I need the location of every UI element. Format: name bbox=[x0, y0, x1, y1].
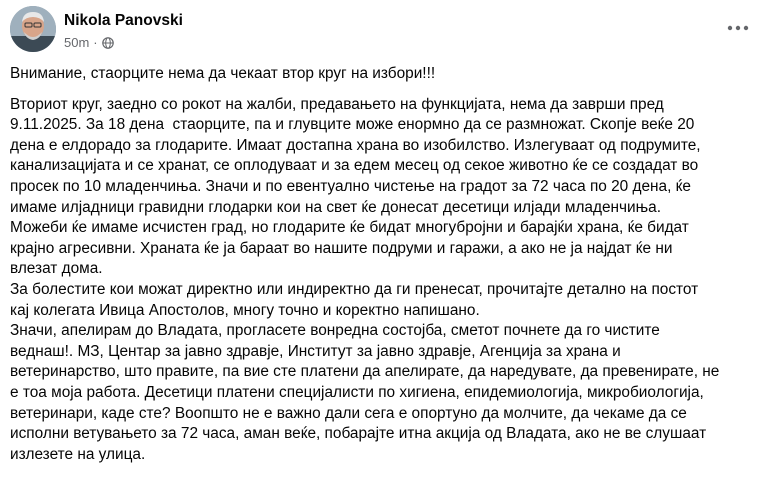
post-time[interactable]: 50m bbox=[64, 35, 90, 50]
post-body bbox=[10, 64, 758, 465]
post-header bbox=[10, 6, 758, 58]
more-options-icon[interactable] bbox=[724, 18, 752, 38]
post-meta bbox=[64, 35, 114, 50]
post-paragraph-2: Вториот круг, заедно со рокот на жалби, предавањето на функцијата, нема да заврши пред 9.11.2025. За 18 дена стаорците, па и глувците може енормно да се размножат. Скопје веќе 20 дена е елдорадо за глодарите. Имаат достапна храна во изобилство. Излегуваат од подрумите, канализацијата и се хранат, се оплодуваат и за едем месец од секое животно ќе се создадат во просек по 10 младенчиња. Значи и по евентуално чистење на градот за 72 часа по 20 дена, ќе имаме илјадници гравидни глодарки кои на свет ќе донесат десетици илјади младенчиња. Можеби ќе имаме исчистен град, но глодарите ќе бидат многубројни и бараjќи храна, ќе бидат крајно агресивни. Храната ќе ја бараат во нашите подруми и гаражи, а ако не ја најдат ќе ни влезат дома. bbox=[10, 95, 701, 278]
meta-separator: · bbox=[93, 35, 98, 50]
post-paragraph-1: Внимание, стаорците нема да чекаат втор круг на избори!!! bbox=[10, 65, 436, 82]
post-paragraph-4: Значи, апелирам до Владата, прогласете вонредна состојба, сметот почнете да го чистите веднаш!. МЗ, Центар за јавно здравје, Институт за јавно здравје, Агенција за храна и ветеринарство, што правите, па вие сте платени да апелирате, да наредувате, да превенирате, не е тоа моја работа. Десетици платени специјалисти по хигиена, епидемиологија, микробиологија, ветеринари, каде сте? Воопшто не е важно дали сега е опортуно да молчите, да чекаме да се исполни ветувањето за 72 часа, аман веќе, побарајте итна акција од Владата, ако не ве слушаат излезете на улица. bbox=[10, 322, 720, 463]
author-name[interactable]: Nikola Panovski bbox=[64, 12, 183, 29]
avatar[interactable] bbox=[10, 6, 56, 52]
post-paragraph-3: За болестите кои можат директно или индиректно да ги пренесат, прочитајте детално на постот кај колегата Ивица Апостолов, многу точно и коректно напишано. bbox=[10, 280, 699, 319]
globe-icon[interactable] bbox=[102, 37, 114, 49]
avatar-photo bbox=[10, 6, 56, 52]
